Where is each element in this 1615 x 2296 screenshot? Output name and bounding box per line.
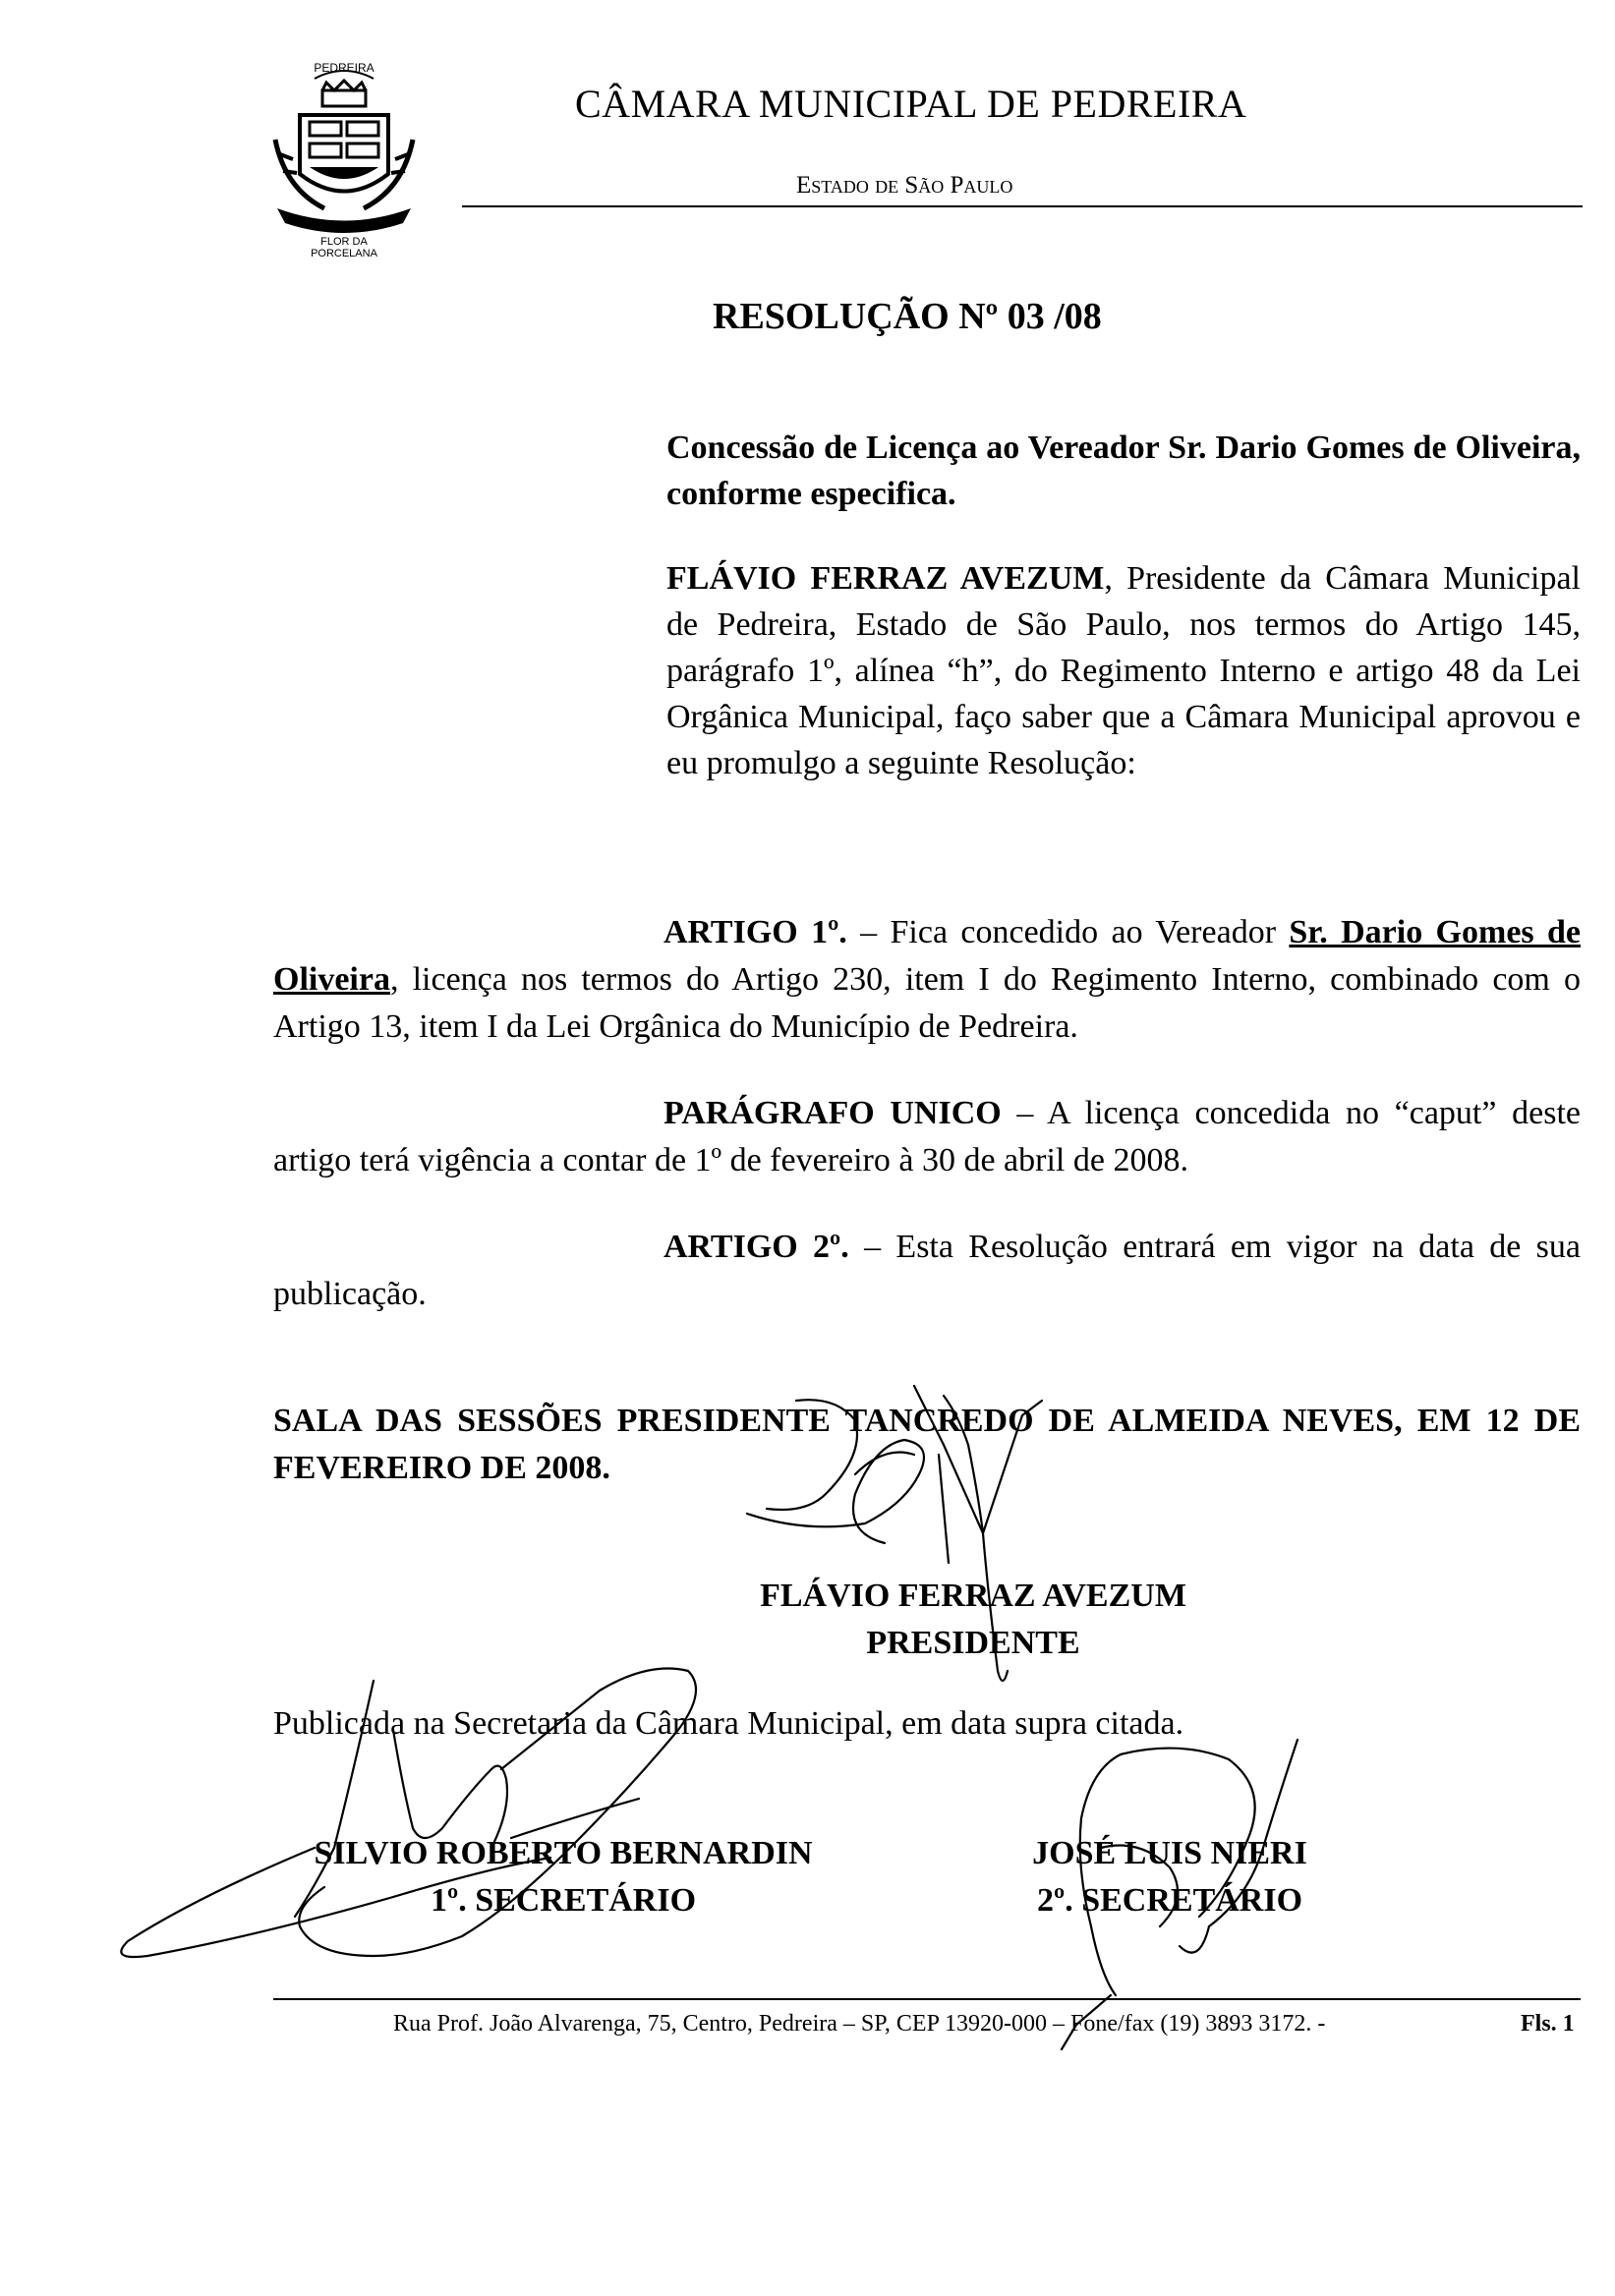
- president-signature-block: [718, 1573, 1229, 1667]
- article-2-label: ARTIGO 2º.: [663, 1229, 849, 1265]
- secretary-2-role: 2º. SECRETÁRIO: [1036, 1882, 1303, 1919]
- organization-name: CÂMARA MUNICIPAL DE PEDREIRA: [575, 82, 1247, 126]
- secretary-1-name: SILVIO ROBERTO BERNARDIN: [314, 1835, 813, 1871]
- secretary-1-role: 1º. SECRETÁRIO: [430, 1882, 697, 1919]
- secretary-2-name: JOSÉ LUIS NIERI: [1032, 1835, 1307, 1871]
- article-2: [273, 1224, 1581, 1318]
- president-name: FLÁVIO FERRAZ AVEZUM: [760, 1578, 1186, 1614]
- crest-top-text: PEDREIRA: [314, 61, 375, 75]
- article-1-text-a: – Fica concedido ao Vereador: [846, 914, 1290, 950]
- article-1-councilor-name: Sr. Dario Gomes de Oliveira: [273, 914, 1582, 998]
- article-1-text-b: , licença nos termos do Artigo 230, item I do Regimento Interno, combinado com o Artigo 13, item I da Lei Orgânica do Município de Pedreira.: [273, 961, 1581, 1045]
- article-2-text: – Esta Resolução entrará em vigor na data de sua publicação.: [273, 1229, 1581, 1312]
- footer-address: Rua Prof. João Alvarenga, 75, Centro, Pedreira – SP, CEP 13920-000 – Fone/fax (19) 3893 3172. -: [393, 2011, 1326, 2037]
- ementa: Concessão de Licença ao Vereador Sr. Dario Gomes de Oliveira, conforme especifica.: [666, 430, 1581, 512]
- state-name: Estado de São Paulo: [796, 172, 1013, 199]
- secretary-1-block: [273, 1830, 853, 1924]
- footer-rule: [273, 1998, 1581, 2000]
- publication-note: Publicada na Secretaria da Câmara Municipal, em data supra citada.: [273, 1705, 1184, 1742]
- article-1-label: ARTIGO 1º.: [663, 914, 847, 950]
- resolution-title: RESOLUÇÃO Nº 03 /08: [713, 296, 1102, 337]
- header-rule: [462, 205, 1583, 207]
- preamble-text: , Presidente da Câmara Municipal de Pedreira, Estado de São Paulo, nos termos do Artigo 145, parágrafo 1º, alínea “h”, do Regimento Interno e artigo 48 da Lei Orgânica Municipal, faço saber que a Câmara Municipal aprovou e eu promulgo a seguinte Resolução:: [666, 560, 1581, 781]
- session-hall-dateline: SALA DAS SESSÕES PRESIDENTE TANCREDO DE ALMEIDA NEVES, EM 12 DE FEVEREIRO DE 2008.: [273, 1403, 1581, 1486]
- preamble-name: FLÁVIO FERRAZ AVEZUM: [666, 560, 1105, 597]
- page-number: Fls. 1: [1521, 2011, 1575, 2037]
- preamble: [666, 555, 1581, 786]
- crest-motto-line1: FLOR DA: [320, 236, 368, 248]
- president-role: PRESIDENTE: [866, 1625, 1080, 1661]
- article-1: [273, 909, 1581, 1051]
- coat-of-arms-logo: [265, 61, 423, 258]
- sole-paragraph-label: PARÁGRAFO UNICO: [663, 1095, 1002, 1131]
- sole-paragraph: [273, 1090, 1581, 1184]
- crest-motto-line2: PORCELANA: [311, 248, 377, 259]
- sole-paragraph-text: – A licença concedida no “caput” deste artigo terá vigência a contar de 1º de fevereiro à 30 de abril de 2008.: [273, 1095, 1581, 1178]
- secretary-2-block: [1003, 1830, 1337, 1924]
